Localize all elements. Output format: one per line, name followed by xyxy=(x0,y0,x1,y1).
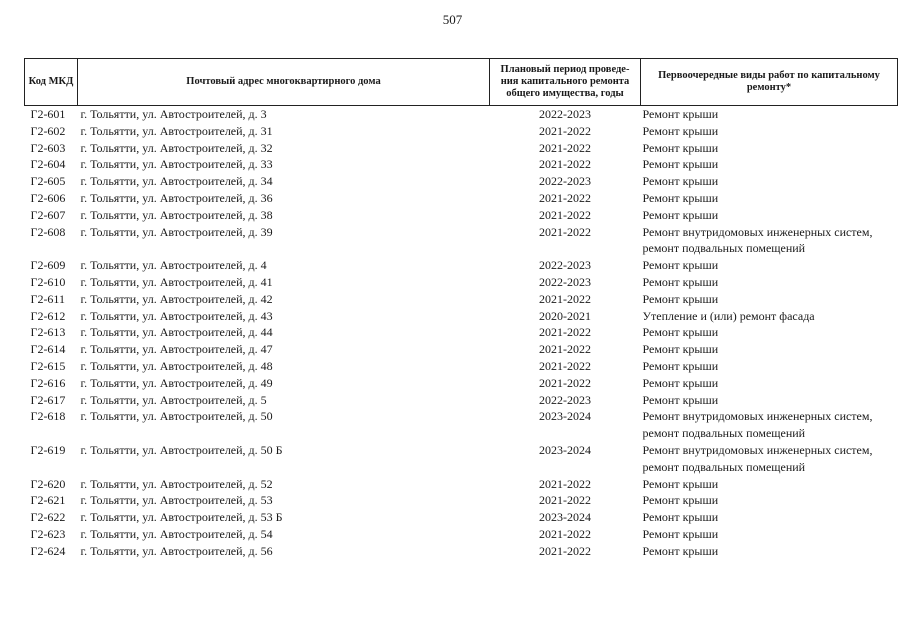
cell-address: г. Тольятти, ул. Автостроителей, д. 53 xyxy=(80,493,273,508)
cell-address: г. Тольятти, ул. Автостроителей, д. 34 xyxy=(80,174,273,189)
cell-period: 2023-2024 xyxy=(539,442,591,457)
cell-code: Г2-606 xyxy=(30,190,66,205)
cell-code: Г2-618 xyxy=(30,409,66,424)
table-row xyxy=(25,543,898,560)
cell-address: г. Тольятти, ул. Автостроителей, д. 36 xyxy=(80,190,273,205)
cell-code: Г2-616 xyxy=(30,375,66,390)
cell-period: 2021-2022 xyxy=(539,375,591,390)
cell-address: г. Тольятти, ул. Автостроителей, д. 50 Б xyxy=(80,442,283,457)
cell-address: г. Тольятти, ул. Автостроителей, д. 3 xyxy=(80,107,267,121)
cell-works: Ремонт крыши xyxy=(642,493,719,508)
cell-code: Г2-607 xyxy=(30,207,66,222)
cell-works: Ремонт крыши xyxy=(642,526,719,541)
table-header xyxy=(25,59,898,106)
cell-code: Г2-612 xyxy=(30,308,66,323)
table-row xyxy=(25,308,898,325)
cell-period: 2023-2024 xyxy=(539,510,591,525)
cell-address: г. Тольятти, ул. Автостроителей, д. 50 xyxy=(80,409,273,424)
cell-code: Г2-604 xyxy=(30,157,66,172)
cell-works: Ремонт крыши xyxy=(642,543,719,558)
cell-period: 2021-2022 xyxy=(539,476,591,491)
column-header-address: Почтовый адрес многоквартирного дома xyxy=(78,59,490,106)
cell-address: г. Тольятти, ул. Автостроителей, д. 47 xyxy=(80,342,273,357)
cell-period: 2021-2022 xyxy=(539,526,591,541)
cell-code: Г2-617 xyxy=(30,392,66,407)
cell-address: г. Тольятти, ул. Автостроителей, д. 41 xyxy=(80,274,273,289)
table-body xyxy=(25,106,898,560)
cell-code: Г2-615 xyxy=(30,358,66,373)
cell-works: Ремонт крыши xyxy=(642,174,719,189)
cell-address: г. Тольятти, ул. Автостроителей, д. 48 xyxy=(80,358,273,373)
cell-period: 2022-2023 xyxy=(539,258,591,273)
cell-period: 2021-2022 xyxy=(539,207,591,222)
cell-period: 2021-2022 xyxy=(539,224,591,239)
table-header-row xyxy=(25,59,898,106)
cell-address: г. Тольятти, ул. Автостроителей, д. 31 xyxy=(80,123,273,138)
cell-address: г. Тольятти, ул. Автостроителей, д. 52 xyxy=(80,476,273,491)
table-row xyxy=(25,476,898,493)
cell-period: 2022-2023 xyxy=(539,392,591,407)
table-row xyxy=(25,123,898,140)
cell-works: Ремонт крыши xyxy=(642,510,719,525)
cell-address: г. Тольятти, ул. Автостроителей, д. 5 xyxy=(80,392,267,407)
table-row xyxy=(25,106,898,123)
cell-period: 2021-2022 xyxy=(539,140,591,155)
cell-code: Г2-613 xyxy=(30,325,66,340)
cell-period: 2023-2024 xyxy=(539,409,591,424)
cell-works: Ремонт крыши xyxy=(642,258,719,273)
cell-code: Г2-605 xyxy=(30,174,66,189)
table-row xyxy=(25,509,898,526)
cell-code: Г2-621 xyxy=(30,493,66,508)
cell-address: г. Тольятти, ул. Автостроителей, д. 43 xyxy=(80,308,273,323)
cell-code: Г2-602 xyxy=(30,123,66,138)
cell-works: Ремонт крыши xyxy=(642,140,719,155)
cell-address: г. Тольятти, ул. Автостроителей, д. 39 xyxy=(80,224,273,239)
cell-code: Г2-608 xyxy=(30,224,66,239)
table-row xyxy=(25,375,898,392)
cell-works: Ремонт крыши xyxy=(642,207,719,222)
cell-code: Г2-610 xyxy=(30,274,66,289)
cell-period: 2020-2021 xyxy=(539,308,591,323)
cell-period: 2022-2023 xyxy=(539,274,591,289)
cell-code: Г2-620 xyxy=(30,476,66,491)
cell-code: Г2-611 xyxy=(30,291,65,306)
cell-address: г. Тольятти, ул. Автостроителей, д. 32 xyxy=(80,140,273,155)
table-row xyxy=(25,291,898,308)
cell-works: Ремонт крыши xyxy=(642,476,719,491)
cell-address: г. Тольятти, ул. Автостроителей, д. 4 xyxy=(80,258,267,273)
cell-works: Ремонт внутридомовых инженерных систем, ремонт подвальных помещений xyxy=(642,409,873,441)
cell-address: г. Тольятти, ул. Автостроителей, д. 44 xyxy=(80,325,273,340)
cell-code: Г2-622 xyxy=(30,510,66,525)
column-header-code: Код МКД xyxy=(25,59,78,106)
cell-period: 2021-2022 xyxy=(539,342,591,357)
cell-code: Г2-619 xyxy=(30,442,66,457)
cell-address: г. Тольятти, ул. Автостроителей, д. 54 xyxy=(80,526,273,541)
cell-works: Ремонт крыши xyxy=(642,392,719,407)
cell-address: г. Тольятти, ул. Автостроителей, д. 33 xyxy=(80,157,273,172)
repair-plan-table xyxy=(24,58,898,560)
table-row xyxy=(25,358,898,375)
table-row xyxy=(25,224,898,258)
page-number: 507 xyxy=(442,12,463,27)
cell-period: 2021-2022 xyxy=(539,291,591,306)
table-row xyxy=(25,442,898,476)
table-row xyxy=(25,392,898,409)
column-header-works: Первоочередные виды работ по капитальному ремонту* xyxy=(641,59,898,106)
table-row xyxy=(25,190,898,207)
cell-works: Ремонт крыши xyxy=(642,190,719,205)
cell-code: Г2-609 xyxy=(30,258,66,273)
column-header-period: Плановый период проведе-ния капитального ремонта общего имущества, годы xyxy=(490,59,641,106)
cell-address: г. Тольятти, ул. Автостроителей, д. 53 Б xyxy=(80,510,283,525)
table-row xyxy=(25,324,898,341)
table-row xyxy=(25,140,898,157)
cell-code: Г2-614 xyxy=(30,342,66,357)
cell-works: Ремонт крыши xyxy=(642,291,719,306)
table-row xyxy=(25,207,898,224)
cell-address: г. Тольятти, ул. Автостроителей, д. 49 xyxy=(80,375,273,390)
cell-works: Ремонт крыши xyxy=(642,375,719,390)
table-row xyxy=(25,526,898,543)
table-row xyxy=(25,257,898,274)
cell-code: Г2-601 xyxy=(30,107,66,121)
cell-works: Ремонт крыши xyxy=(642,325,719,340)
cell-code: Г2-603 xyxy=(30,140,66,155)
cell-period: 2021-2022 xyxy=(539,325,591,340)
cell-period: 2021-2022 xyxy=(539,493,591,508)
cell-works: Ремонт крыши xyxy=(642,358,719,373)
cell-works: Ремонт крыши xyxy=(642,157,719,172)
cell-period: 2021-2022 xyxy=(539,190,591,205)
table-row xyxy=(25,156,898,173)
cell-address: г. Тольятти, ул. Автостроителей, д. 56 xyxy=(80,543,273,558)
table-row xyxy=(25,408,898,442)
table-row xyxy=(25,173,898,190)
cell-works: Ремонт внутридомовых инженерных систем, ремонт подвальных помещений xyxy=(642,224,873,256)
cell-code: Г2-623 xyxy=(30,526,66,541)
cell-works: Ремонт крыши xyxy=(642,342,719,357)
cell-address: г. Тольятти, ул. Автостроителей, д. 42 xyxy=(80,291,273,306)
cell-period: 2021-2022 xyxy=(539,123,591,138)
cell-period: 2021-2022 xyxy=(539,157,591,172)
table-row xyxy=(25,274,898,291)
cell-period: 2022-2023 xyxy=(539,107,591,121)
cell-works: Ремонт крыши xyxy=(642,107,719,121)
table-row xyxy=(25,492,898,509)
table-row xyxy=(25,341,898,358)
cell-period: 2022-2023 xyxy=(539,174,591,189)
cell-period: 2021-2022 xyxy=(539,543,591,558)
cell-works: Утепление и (или) ремонт фасада xyxy=(642,308,815,323)
cell-address: г. Тольятти, ул. Автостроителей, д. 38 xyxy=(80,207,273,222)
cell-works: Ремонт крыши xyxy=(642,123,719,138)
cell-works: Ремонт крыши xyxy=(642,274,719,289)
cell-code: Г2-624 xyxy=(30,543,66,558)
cell-period: 2021-2022 xyxy=(539,358,591,373)
cell-works: Ремонт внутридомовых инженерных систем, ремонт подвальных помещений xyxy=(642,442,873,474)
